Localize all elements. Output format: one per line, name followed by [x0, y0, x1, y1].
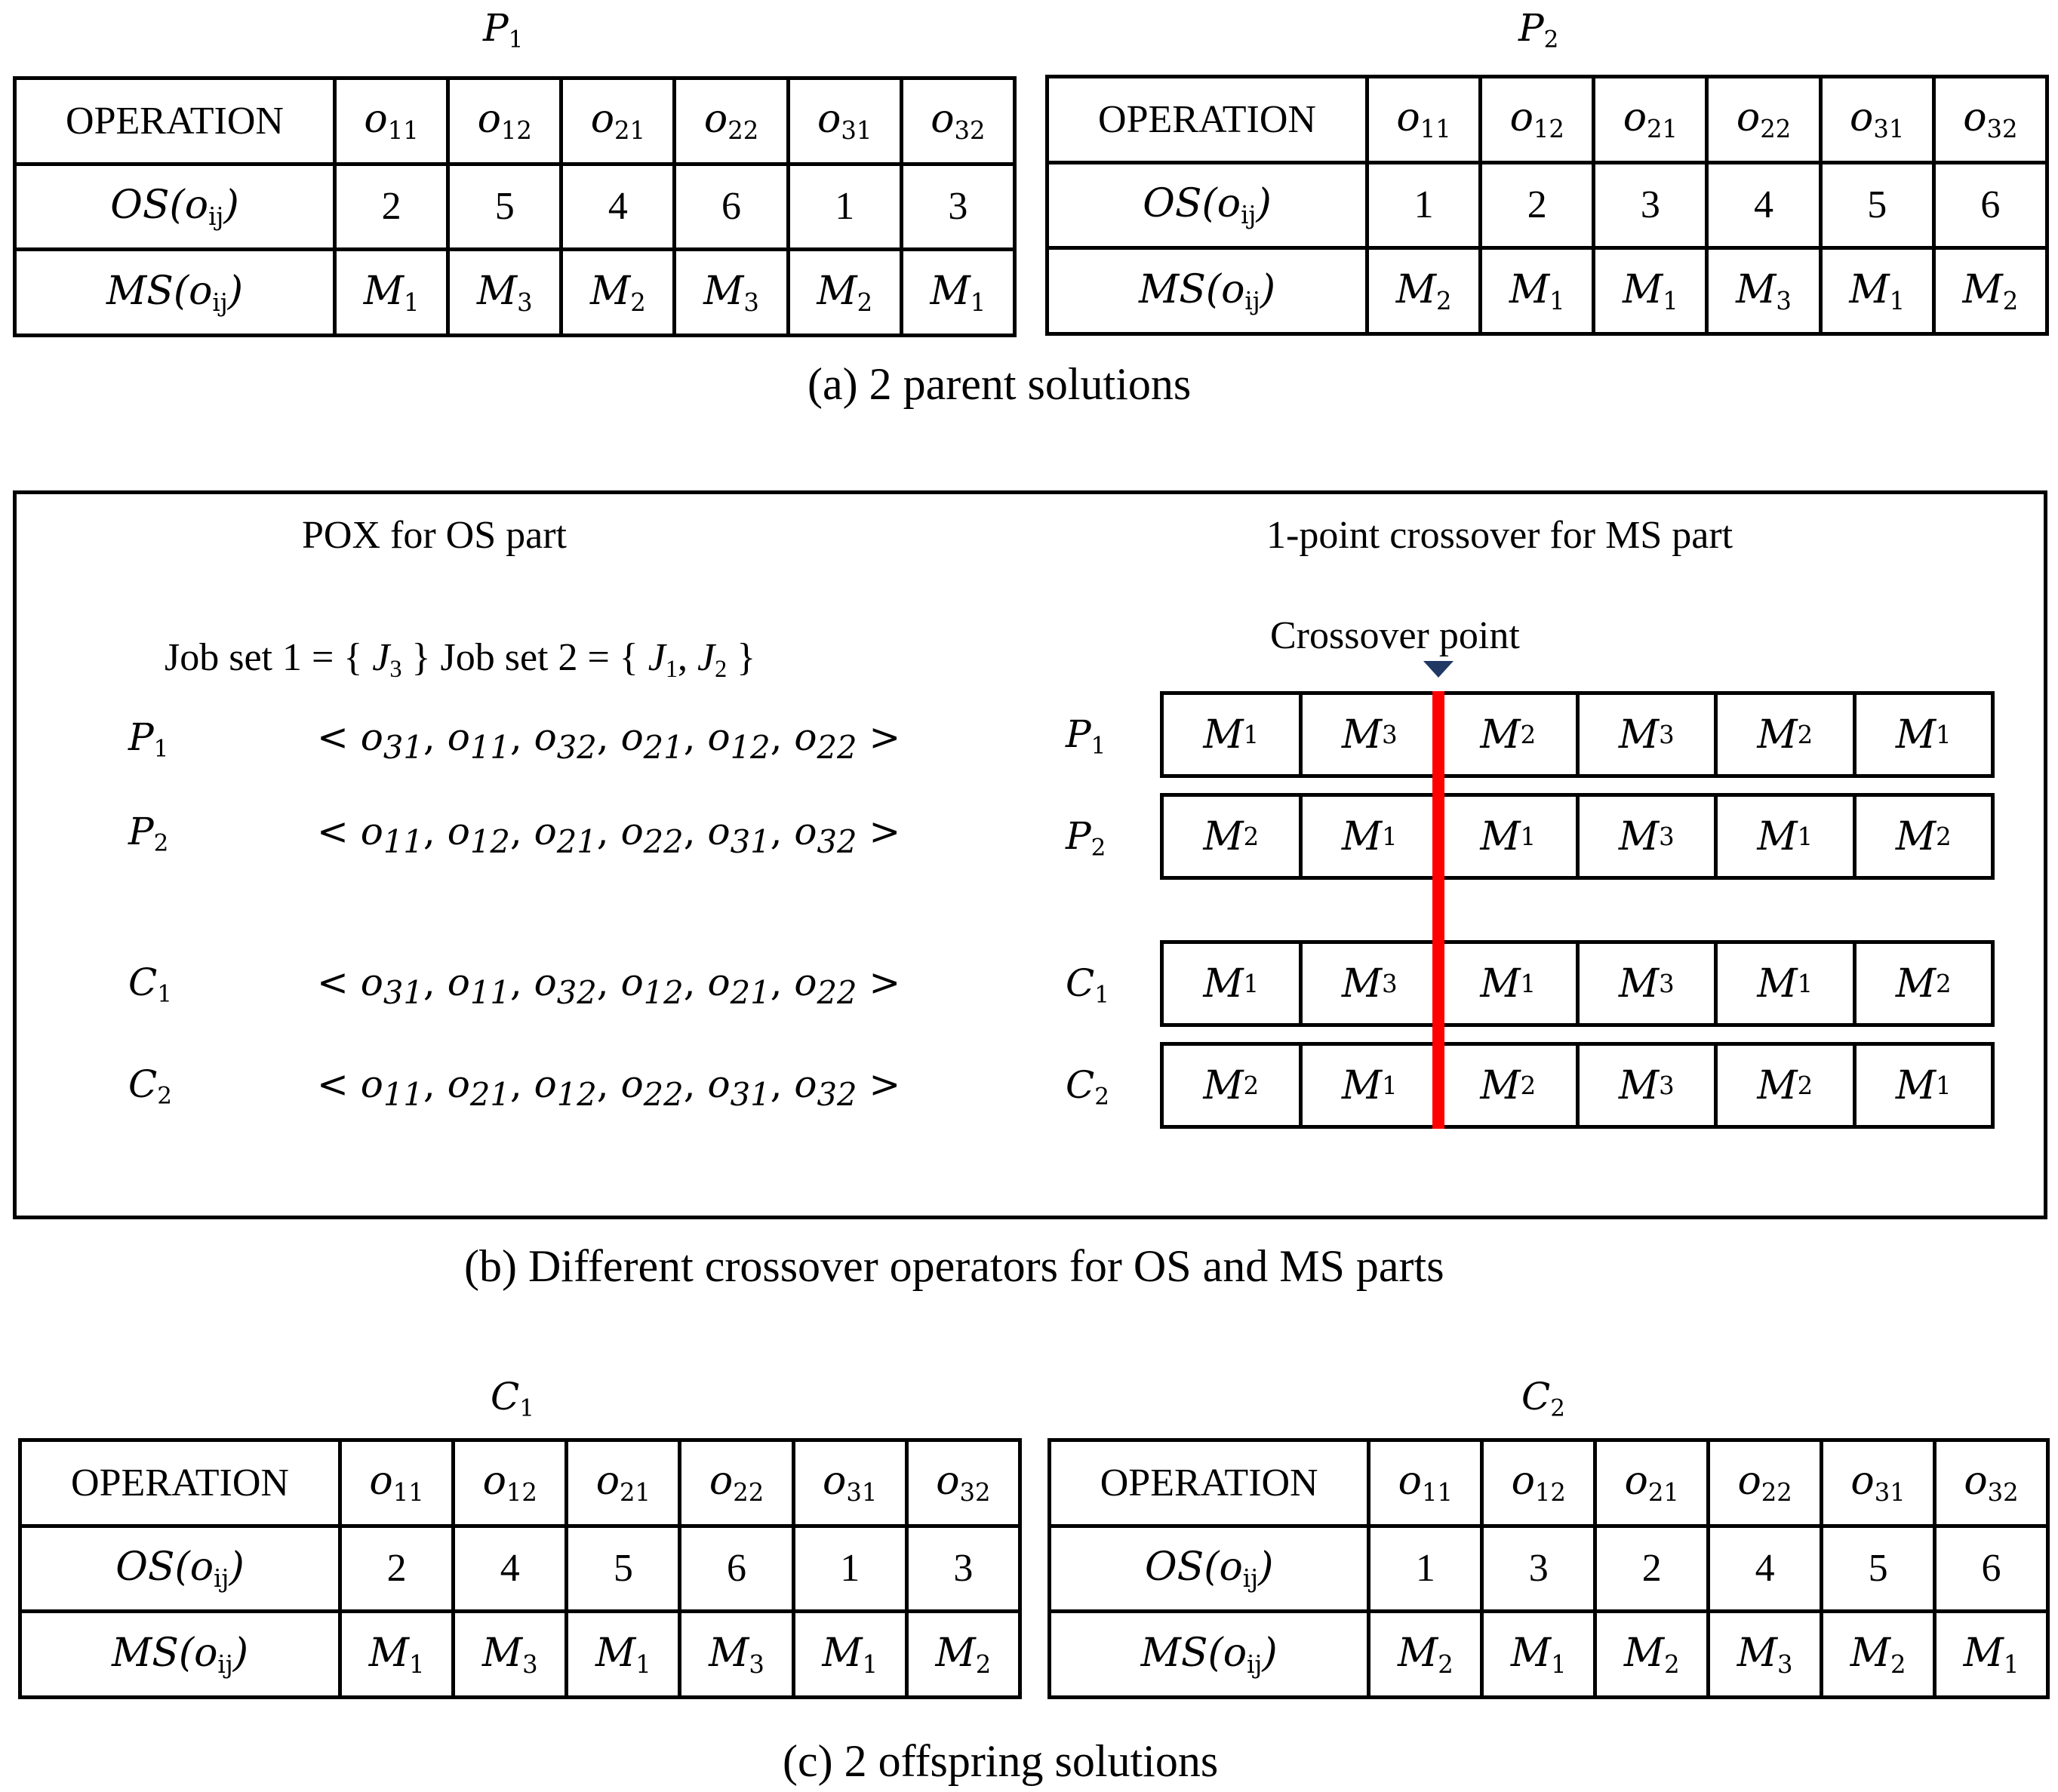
os-value-cell: 5: [1822, 1526, 1935, 1612]
ms-machine-cell: $M_1$: [567, 1612, 680, 1698]
sequence-operation: $o_{22}$: [620, 1062, 684, 1113]
os-value-cell: 2: [1481, 162, 1594, 248]
ms-machine-cell: $M_1$: [1482, 1612, 1595, 1698]
operation-header: OPERATION: [20, 1440, 340, 1526]
ms-machine-cell: $M_3$: [448, 250, 561, 336]
sequence-operation: $o_{22}$: [620, 810, 684, 860]
sequence-label: $P_1$: [128, 715, 169, 763]
ms-machine-cell: $M_1$: [793, 1612, 906, 1698]
os-value-cell: 6: [1933, 162, 2047, 248]
sequence-operation: $o_{12}$: [447, 810, 510, 860]
sequence-operation: $o_{32}$: [534, 961, 597, 1011]
ms-machine-cell: $M_3$: [1709, 1612, 1822, 1698]
os-value-cell: 5: [567, 1526, 680, 1612]
operation-cell: $o_{31}$: [788, 78, 901, 164]
os-value-cell: 3: [901, 164, 1014, 250]
ms-gene-cell: M 1: [1441, 944, 1580, 1023]
crossover-point-marker: [1423, 661, 1454, 678]
ms-row-label: $MS(o_{ij})$: [15, 250, 335, 336]
ms-gene-cell: M 3: [1580, 944, 1718, 1023]
operation-cell: $o_{11}$: [335, 78, 448, 164]
sequence-operation: $o_{21}$: [534, 810, 597, 860]
os-value-cell: 6: [680, 1526, 793, 1612]
caption-b: (b) Different crossover operators for OS and MS parts: [464, 1241, 1444, 1291]
ms-machine-cell: $M_2$: [1595, 1612, 1709, 1698]
ms-chromosome-row: [1160, 1042, 1995, 1129]
parent-table-p1: [13, 76, 1017, 337]
ms-gene-cell: M 1: [1895, 712, 1952, 758]
ms-machine-cell: $M_1$: [1935, 1612, 2048, 1698]
ms-gene-cell: M 2: [1718, 695, 1857, 774]
operation-header: OPERATION: [15, 78, 335, 164]
sequence-operation: $o_{32}$: [794, 1062, 857, 1113]
ms-gene-cell: M 2: [1895, 961, 1952, 1007]
os-sequence: < $o_{31}$, $o_{11}$, $o_{32}$, $o_{21}$, $o_{12}$, $o_{22}$ >: [317, 715, 901, 766]
ms-gene-cell: M 2: [1164, 797, 1303, 876]
sequence-operation: $o_{32}$: [534, 715, 597, 766]
os-value-cell: 2: [1595, 1526, 1709, 1612]
ms-gene-cell: M 1: [1718, 797, 1857, 876]
ms-row-label: $C_2$: [1066, 1063, 1109, 1111]
os-sequence: < $o_{11}$, $o_{12}$, $o_{21}$, $o_{22}$, $o_{31}$, $o_{32}$ >: [317, 810, 901, 860]
sequence-operation: $o_{12}$: [534, 1062, 597, 1113]
caption-c: (c) 2 offspring solutions: [783, 1736, 1219, 1786]
operation-cell: $o_{32}$: [901, 78, 1014, 164]
offspring-table-c1: [18, 1438, 1022, 1699]
os-value-cell: 2: [335, 164, 448, 250]
operation-cell: $o_{21}$: [567, 1440, 680, 1526]
operation-cell: $o_{12}$: [454, 1440, 567, 1526]
ms-gene-cell: M 2: [1441, 1046, 1580, 1125]
sequence-label: $P_2$: [128, 810, 169, 857]
sequence-operation: $o_{21}$: [620, 715, 684, 766]
ms-machine-cell: $M_1$: [1481, 248, 1594, 334]
table-title-c1: $C_1$: [491, 1375, 534, 1422]
ms-gene-cell: M 3: [1303, 695, 1441, 774]
ms-gene-cell: M 1: [1303, 797, 1441, 876]
parent-table-p2: [1045, 75, 2049, 336]
ms-row-label: $P_1$: [1066, 712, 1106, 760]
operation-cell: $o_{12}$: [1482, 1440, 1595, 1526]
os-value-cell: 4: [1707, 162, 1820, 248]
sequence-operation: $o_{31}$: [707, 810, 771, 860]
ms-machine-cell: $M_2$: [1369, 1612, 1482, 1698]
ms-chromosome-row: [1160, 793, 1995, 880]
ms-machine-cell: $M_2$: [1367, 248, 1481, 334]
sequence-operation: $o_{11}$: [360, 1062, 423, 1113]
sequence-operation: $o_{12}$: [620, 961, 684, 1011]
ms-gene-cell: M 1: [1718, 944, 1857, 1023]
operation-cell: $o_{31}$: [1820, 77, 1933, 163]
operation-cell: $o_{32}$: [1935, 1440, 2048, 1526]
operation-cell: $o_{12}$: [1481, 77, 1594, 163]
os-row-label: $OS(o_{ij})$: [20, 1526, 340, 1612]
ms-gene-cell: M 2: [1895, 813, 1952, 859]
table-title-p2: $P_2$: [1518, 6, 1559, 54]
operation-cell: $o_{22}$: [680, 1440, 793, 1526]
ms-machine-cell: $M_1$: [335, 250, 448, 336]
operation-cell: $o_{22}$: [1709, 1440, 1822, 1526]
os-row-label: $OS(o_{ij})$: [1047, 162, 1367, 248]
ms-row-label: $MS(o_{ij})$: [1050, 1612, 1369, 1698]
os-sequence: < $o_{11}$, $o_{21}$, $o_{12}$, $o_{22}$, $o_{31}$, $o_{32}$ >: [317, 1062, 901, 1113]
ms-gene-cell: M 1: [1895, 1062, 1952, 1108]
operation-cell: $o_{11}$: [1369, 1440, 1482, 1526]
sequence-operation: $o_{32}$: [794, 810, 857, 860]
sequence-operation: $o_{31}$: [360, 961, 423, 1011]
ms-row-label: $C_1$: [1066, 961, 1109, 1009]
sequence-operation: $o_{11}$: [360, 810, 423, 860]
sequence-label: $C_1$: [128, 961, 172, 1008]
sequence-operation: $o_{31}$: [707, 1062, 771, 1113]
os-value-cell: 1: [1367, 162, 1481, 248]
ms-gene-cell: M 1: [1164, 695, 1303, 774]
ms-gene-cell: M 3: [1580, 695, 1718, 774]
operation-cell: $o_{21}$: [561, 78, 675, 164]
ms-machine-cell: $M_1$: [1820, 248, 1933, 334]
operation-cell: $o_{31}$: [1822, 1440, 1935, 1526]
os-value-cell: 3: [906, 1526, 1020, 1612]
offspring-table-c2: [1047, 1438, 2050, 1699]
os-row-label: $OS(o_{ij})$: [1050, 1526, 1369, 1612]
sequence-operation: $o_{12}$: [707, 715, 771, 766]
ms-row-label: $P_2$: [1066, 814, 1106, 862]
os-value-cell: 1: [788, 164, 901, 250]
ms-gene-cell: M 1: [1441, 797, 1580, 876]
sequence-operation: $o_{21}$: [707, 961, 771, 1011]
ms-machine-cell: $M_1$: [1594, 248, 1707, 334]
operation-cell: $o_{32}$: [1933, 77, 2047, 163]
os-value-cell: 1: [793, 1526, 906, 1612]
ms-machine-cell: $M_2$: [1933, 248, 2047, 334]
ms-machine-cell: $M_3$: [454, 1612, 567, 1698]
os-value-cell: 5: [448, 164, 561, 250]
os-value-cell: 4: [561, 164, 675, 250]
sequence-operation: $o_{11}$: [447, 961, 510, 1011]
ms-chromosome-row: [1160, 940, 1995, 1027]
ms-row-label: $MS(o_{ij})$: [20, 1612, 340, 1698]
ms-gene-cell: M 3: [1303, 944, 1441, 1023]
os-row-label: $OS(o_{ij})$: [15, 164, 335, 250]
caption-a: (a) 2 parent solutions: [808, 359, 1192, 409]
os-value-cell: 4: [454, 1526, 567, 1612]
sequence-operation: $o_{22}$: [794, 715, 857, 766]
ms-machine-cell: $M_3$: [675, 250, 788, 336]
ms-gene-cell: M 2: [1718, 1046, 1857, 1125]
ms-gene-cell: M 1: [1303, 1046, 1441, 1125]
ms-chromosome-row: [1160, 691, 1995, 778]
table-title-p1: $P_1$: [483, 6, 524, 54]
crossover-point-label: Crossover point: [1270, 614, 1520, 657]
operation-cell: $o_{21}$: [1594, 77, 1707, 163]
operation-header: OPERATION: [1047, 77, 1367, 163]
sequence-operation: $o_{11}$: [447, 715, 510, 766]
os-value-cell: 3: [1594, 162, 1707, 248]
operation-cell: $o_{22}$: [675, 78, 788, 164]
os-value-cell: 1: [1369, 1526, 1482, 1612]
operation-cell: $o_{32}$: [906, 1440, 1020, 1526]
table-title-c2: $C_2$: [1521, 1375, 1565, 1422]
job-set-definition: Job set 1 = { $J_3$ } Job set 2 = { $J_1$, $J_2$ }: [165, 636, 756, 683]
operation-header: OPERATION: [1050, 1440, 1369, 1526]
operation-cell: $o_{11}$: [340, 1440, 454, 1526]
ms-gene-cell: M 3: [1580, 797, 1718, 876]
os-value-cell: 3: [1482, 1526, 1595, 1612]
ms-gene-cell: M 3: [1580, 1046, 1718, 1125]
sequence-label: $C_2$: [128, 1062, 172, 1110]
os-value-cell: 4: [1709, 1526, 1822, 1612]
os-value-cell: 6: [675, 164, 788, 250]
ms-machine-cell: $M_3$: [680, 1612, 793, 1698]
operation-cell: $o_{12}$: [448, 78, 561, 164]
operation-cell: $o_{31}$: [793, 1440, 906, 1526]
operation-cell: $o_{22}$: [1707, 77, 1820, 163]
ms-machine-cell: $M_3$: [1707, 248, 1820, 334]
sequence-operation: $o_{21}$: [447, 1062, 510, 1113]
ms-machine-cell: $M_1$: [340, 1612, 454, 1698]
ms-gene-cell: M 2: [1164, 1046, 1303, 1125]
ms-gene-cell: M 2: [1441, 695, 1580, 774]
os-value-cell: 2: [340, 1526, 454, 1612]
crossover-cut-line: [1432, 691, 1444, 1129]
ms-machine-cell: $M_2$: [788, 250, 901, 336]
os-value-cell: 6: [1935, 1526, 2048, 1612]
ms-row-label: $MS(o_{ij})$: [1047, 248, 1367, 334]
ms-machine-cell: $M_1$: [901, 250, 1014, 336]
ms-crossover-title: 1-point crossover for MS part: [1266, 514, 1733, 557]
pox-title: POX for OS part: [302, 514, 567, 557]
operation-cell: $o_{21}$: [1595, 1440, 1709, 1526]
sequence-operation: $o_{22}$: [794, 961, 857, 1011]
operation-cell: $o_{11}$: [1367, 77, 1481, 163]
os-value-cell: 5: [1820, 162, 1933, 248]
sequence-operation: $o_{31}$: [360, 715, 423, 766]
os-sequence: < $o_{31}$, $o_{11}$, $o_{32}$, $o_{12}$, $o_{21}$, $o_{22}$ >: [317, 961, 901, 1011]
ms-gene-cell: M 1: [1164, 944, 1303, 1023]
ms-machine-cell: $M_2$: [1822, 1612, 1935, 1698]
ms-machine-cell: $M_2$: [906, 1612, 1020, 1698]
ms-machine-cell: $M_2$: [561, 250, 675, 336]
